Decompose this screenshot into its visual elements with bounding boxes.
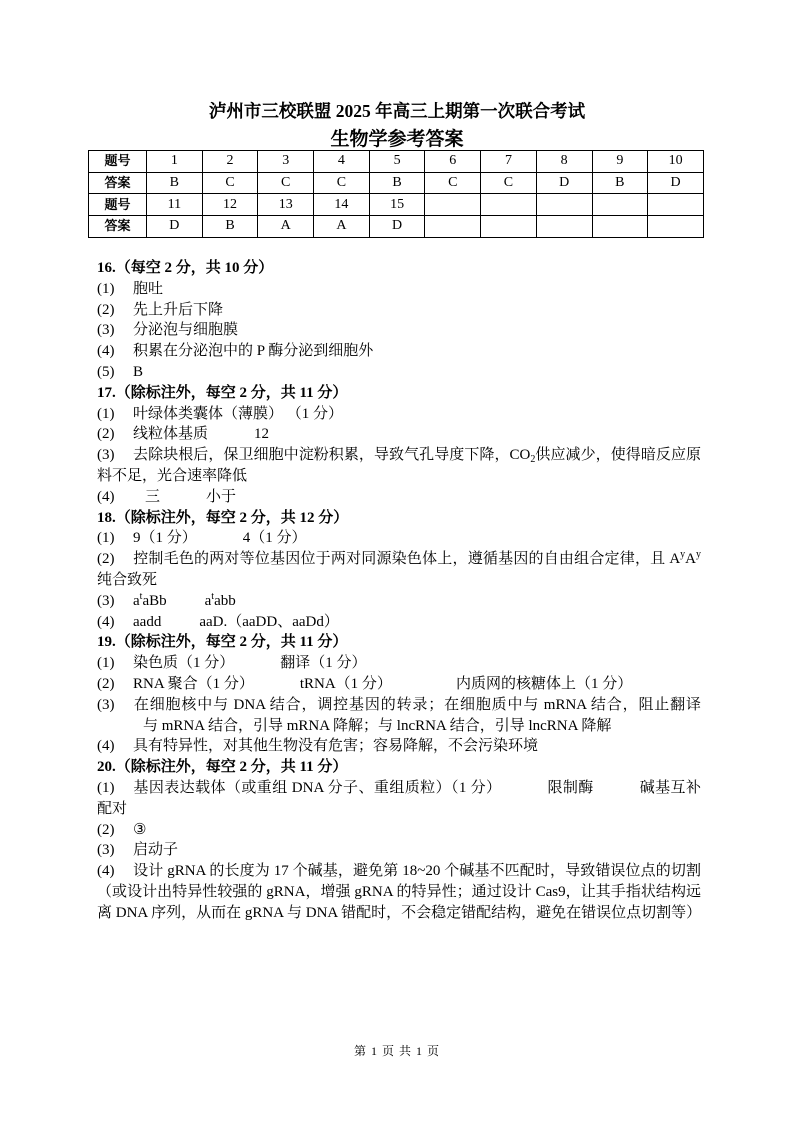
row-label-question-number: 题号 <box>89 194 147 216</box>
answer-text: 叶绿体类囊体（薄膜） （1 分） <box>133 405 344 422</box>
answer-text: 供应减少，使得暗反应原料不足，光合速率降低 <box>97 447 701 484</box>
answer-line <box>97 404 701 425</box>
answer-text: 线粒体基质 <box>133 426 209 443</box>
answer-line <box>97 591 701 612</box>
question-number-cell: 3 <box>258 151 314 173</box>
answer-cell: D <box>648 172 704 194</box>
answer-line <box>97 653 701 674</box>
page-footer: 第 1 页 共 1 页 <box>353 1044 440 1058</box>
answer-line <box>97 612 701 633</box>
answer-line <box>97 362 701 383</box>
answer-cell: C <box>481 172 537 194</box>
answer-text: 积累在分泌泡中的 P 酶分泌到细胞外 <box>133 343 374 360</box>
answer-text: 与 mRNA 结合，引导 mRNA 降解；与 lncRNA 结合，引导 lncRNA 降解 <box>143 717 612 734</box>
empty-cell <box>425 216 481 238</box>
answer-line <box>97 861 701 923</box>
sub-question-label: (1) <box>97 779 115 796</box>
answer-cell: C <box>314 172 370 194</box>
empty-cell <box>536 216 592 238</box>
question-number-cell: 7 <box>481 151 537 173</box>
question-heading-19 <box>97 632 701 653</box>
answer-line <box>97 445 701 487</box>
answer-text: 限制酶 <box>547 779 594 796</box>
question-number-cell: 8 <box>536 151 592 173</box>
answer-line <box>97 424 701 445</box>
answer-line <box>97 487 701 508</box>
answer-text: 分泌泡与细胞膜 <box>133 322 239 339</box>
answer-text: 设计 gRNA 的长度为 17 个碱基，避免第 18~20 个碱基不匹配时，导致错误位点的切割（或设计出特异性较强的 gRNA，增强 gRNA 的特异性；通过设计 Cas9，让其手指状结构远离 DNA 序列，从而在 gRNA 与 DNA 错配时，不会稳定错配结构，避免在错误位点切割等） <box>97 863 702 921</box>
question-number: 16. <box>97 260 116 276</box>
answer-text: 具有特异性，对其他生物没有危害；容易降解，不会污染环境 <box>133 738 539 755</box>
genotype-text: a <box>204 592 212 609</box>
answer-text: 在细胞核中与 DNA 结合，调控基因的转录；在细胞质中与 mRNA 结合，阻止翻译 <box>133 696 701 713</box>
sub-question-label: (4) <box>97 738 115 755</box>
empty-cell <box>481 194 537 216</box>
row-label-answer: 答案 <box>89 172 147 194</box>
question-scoring-note: （除标注外，每空 2 分，共 12 分） <box>115 509 349 526</box>
answer-text: 翻译（1 分） <box>280 655 367 672</box>
exam-title: 泸州市三校联盟 2025 年高三上期第一次联合考试 <box>208 101 586 121</box>
superscript: t <box>139 590 143 602</box>
sub-question-label: (1) <box>97 530 115 547</box>
answer-text: 三 <box>145 488 161 505</box>
answer-line <box>97 300 701 321</box>
answer-line <box>97 840 701 861</box>
answer-line <box>97 549 701 591</box>
sub-question-label: (5) <box>97 363 115 380</box>
answer-cell: B <box>202 216 258 238</box>
genotype-text: abb <box>214 592 236 609</box>
answer-cell: D <box>536 172 592 194</box>
answer-text: ③ <box>133 821 147 838</box>
answer-cell: D <box>369 216 425 238</box>
sub-question-label: (1) <box>97 405 115 422</box>
answer-cell: C <box>425 172 481 194</box>
question-number-cell: 2 <box>202 151 258 173</box>
answer-cell: B <box>369 172 425 194</box>
question-heading-16 <box>97 258 701 279</box>
superscript: y <box>680 549 686 561</box>
answer-cell: B <box>592 172 648 194</box>
question-number-cell: 13 <box>258 194 314 216</box>
genotype-text: aBb <box>142 592 167 609</box>
answer-text: 启动子 <box>133 842 179 859</box>
question-heading-18 <box>97 508 701 529</box>
sub-question-label: (3) <box>97 322 115 339</box>
question-number-cell: 11 <box>147 194 203 216</box>
question-scoring-note: （每空 2 分，共 10 分） <box>115 260 274 276</box>
empty-cell <box>592 216 648 238</box>
sub-question-label: (4) <box>97 863 115 880</box>
answer-text: 碱基互补配对 <box>97 779 701 817</box>
sub-question-label: (3) <box>97 696 115 713</box>
answer-text: 控制毛色的两对等位基因位于两对同源染色体上，遵循基因的自由组合定律，且 A <box>133 551 681 568</box>
answer-line <box>97 778 701 820</box>
question-scoring-note: （除标注外，每空 2 分，共 11 分） <box>115 384 348 401</box>
sub-question-label: (1) <box>97 655 115 672</box>
sub-question-label: (4) <box>97 613 115 630</box>
question-number-cell: 1 <box>147 151 203 173</box>
question-number-cell: 4 <box>314 151 370 173</box>
empty-cell <box>648 216 704 238</box>
answer-details <box>97 258 701 924</box>
sub-question-label: (2) <box>97 551 115 568</box>
question-number-cell: 5 <box>369 151 425 173</box>
answer-line <box>97 674 701 695</box>
answer-text: B <box>133 363 144 380</box>
answer-text: 9（1 分） <box>133 530 197 547</box>
row-label-question-number: 题号 <box>89 151 147 173</box>
sub-question-label: (3) <box>97 447 115 464</box>
question-heading-17 <box>97 383 701 404</box>
answer-cell: C <box>258 172 314 194</box>
sub-question-label: (4) <box>97 488 115 505</box>
sub-question-label: (1) <box>97 280 115 297</box>
subscript: 2 <box>530 454 536 466</box>
answer-line <box>97 279 701 300</box>
table-row-question-numbers <box>89 194 704 216</box>
sub-question-label: (3) <box>97 842 115 859</box>
answer-text: 小于 <box>206 488 237 505</box>
answer-text: A <box>685 551 696 568</box>
answer-text: 12 <box>254 426 270 443</box>
question-number: 17. <box>97 384 116 401</box>
sub-question-label: (4) <box>97 343 115 360</box>
question-heading-20 <box>97 757 701 778</box>
answer-text: 4（1 分） <box>242 530 307 547</box>
answer-cell: B <box>147 172 203 194</box>
answer-line <box>97 528 701 549</box>
question-number-cell: 15 <box>369 194 425 216</box>
multiple-choice-answer-table <box>88 150 704 238</box>
question-number-cell: 12 <box>202 194 258 216</box>
answer-cell: A <box>314 216 370 238</box>
empty-cell <box>592 194 648 216</box>
answer-text: 胞吐 <box>133 280 164 297</box>
table-row-answers <box>89 172 704 194</box>
answer-text: RNA 聚合（1 分） <box>133 675 254 692</box>
question-scoring-note: （除标注外，每空 2 分，共 11 分） <box>115 759 348 776</box>
empty-cell <box>536 194 592 216</box>
question-number: 20. <box>97 759 116 776</box>
sub-question-label: (2) <box>97 821 115 838</box>
empty-cell <box>481 216 537 238</box>
sub-question-label: (3) <box>97 592 115 609</box>
question-number: 19. <box>97 634 116 651</box>
answer-cell: C <box>202 172 258 194</box>
sub-question-label: (2) <box>97 426 115 443</box>
answer-line <box>97 695 701 737</box>
answer-text: 去除块根后，保卫细胞中淀粉积累，导致气孔导度下降，CO <box>133 447 531 464</box>
question-scoring-note: （除标注外，每空 2 分，共 11 分） <box>115 634 348 651</box>
answer-text: 基因表达载体（或重组 DNA 分子、重组质粒）（1 分） <box>133 779 502 796</box>
row-label-answer: 答案 <box>89 216 147 238</box>
answer-cell: A <box>258 216 314 238</box>
answer-text: 内质网的核糖体上（1 分） <box>455 675 633 692</box>
superscript: y <box>696 549 701 561</box>
genotype-text: a <box>133 592 140 609</box>
sub-question-label: (2) <box>97 301 115 318</box>
answer-cell: D <box>147 216 203 238</box>
answer-text: aadd <box>133 613 162 630</box>
answer-text: tRNA（1 分） <box>299 675 392 692</box>
table-row-question-numbers <box>89 151 704 173</box>
question-number-cell: 14 <box>314 194 370 216</box>
answer-line <box>97 736 701 757</box>
answer-text: 染色质（1 分） <box>133 655 235 672</box>
question-number: 18. <box>97 509 116 526</box>
superscript: t <box>211 590 215 602</box>
answer-line <box>97 341 701 362</box>
answer-text: 纯合致死 <box>97 571 158 588</box>
answer-line <box>97 320 701 341</box>
table-row-answers <box>89 216 704 238</box>
question-number-cell: 6 <box>425 151 481 173</box>
answer-text: 先上升后下降 <box>133 301 224 318</box>
answer-key-subtitle: 生物学参考答案 <box>330 129 464 150</box>
sub-question-label: (2) <box>97 675 115 692</box>
question-number-cell: 10 <box>648 151 704 173</box>
question-number-cell: 9 <box>592 151 648 173</box>
empty-cell <box>648 194 704 216</box>
answer-line <box>97 820 701 841</box>
answer-text: aaD.（aaDD、aaDd） <box>199 613 339 630</box>
empty-cell <box>425 194 481 216</box>
